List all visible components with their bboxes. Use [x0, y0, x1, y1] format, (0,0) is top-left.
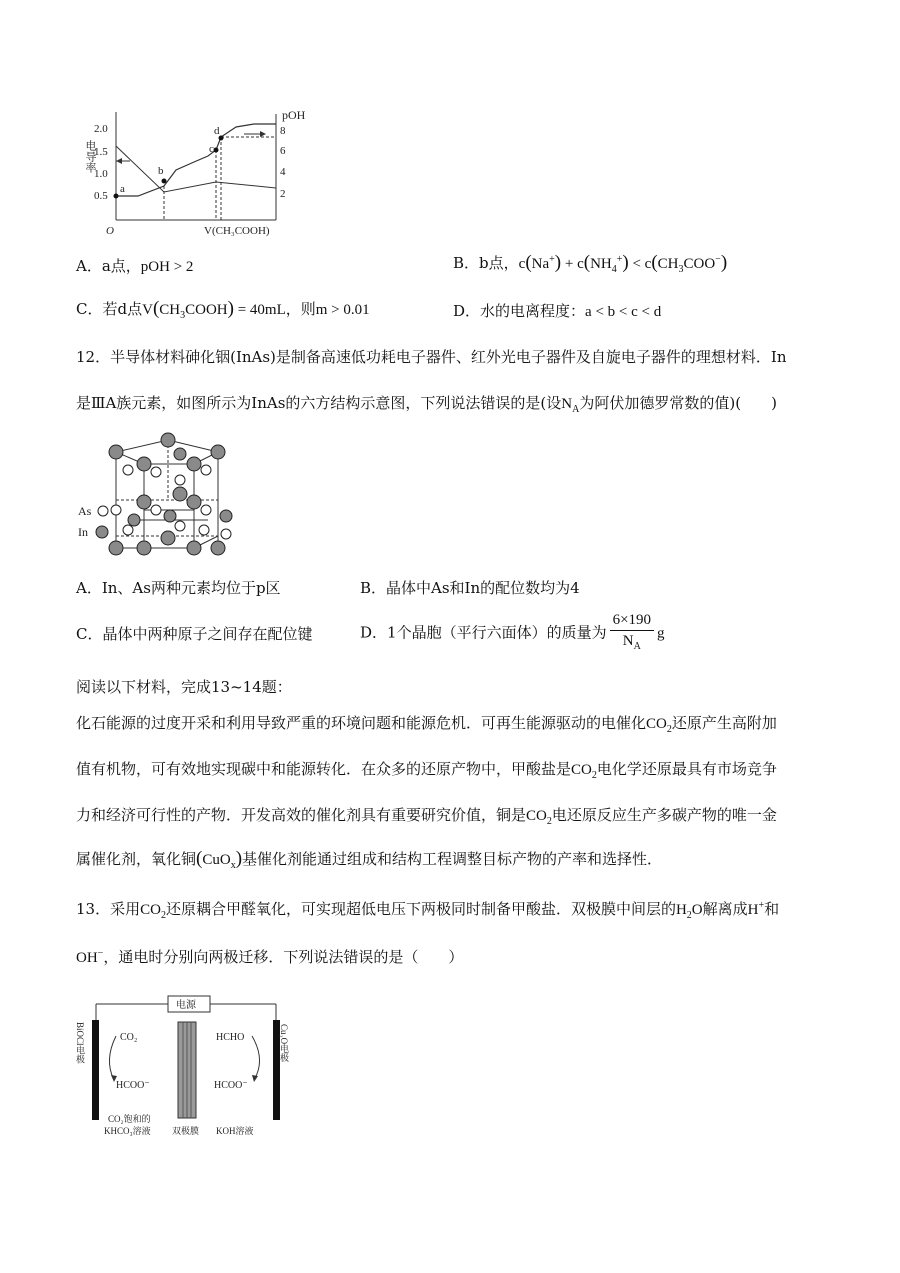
legend-in-label: In — [78, 525, 88, 539]
q11-option-c-prefix: C．若d点 — [76, 300, 143, 318]
point-a: a — [120, 183, 125, 195]
q12-option-d-fraction — [610, 610, 654, 657]
q11-option-d — [453, 300, 661, 321]
q13-line1-c: 解离成 — [702, 900, 748, 918]
inas-crystal-structure — [76, 430, 246, 565]
legend-as-label: As — [78, 504, 92, 518]
q12-option-d-prefix: D．1个晶胞（平行六面体）的质量为 — [360, 623, 607, 642]
reading-intro: 阅读以下材料，完成13~14题： — [76, 678, 292, 696]
reading-line3-b: 电还原反应生产多碳产物的唯一金 — [551, 806, 777, 824]
left-solution-line2: KHCO₃溶液 — [104, 1126, 151, 1136]
reading-line4-b: 基催化剂能通过组成和结构工程调整目标产物的产率和选择性． — [242, 850, 663, 868]
q11-option-a-math: pOH > 2 — [140, 259, 194, 275]
q11-option-a — [76, 255, 193, 276]
left-bottom-species: HCOO⁻ — [116, 1080, 150, 1091]
q12-option-c: C．晶体中两种原子之间存在配位键 — [76, 625, 313, 643]
q12-option-d-unit: g — [657, 625, 665, 642]
h2o-formula: $H_2O$ — [675, 902, 703, 921]
right-top-species: HCHO — [216, 1032, 245, 1043]
q13-stem-line2 — [76, 946, 463, 967]
q12-stem-line1: 12．半导体材料砷化铟(InAs)是制备高速低功耗电子器件、红外光电子器件及自旋电子器件的理想材料．In — [76, 348, 787, 366]
reading-line1-b: 还原产生高附加 — [671, 714, 777, 732]
q13-stem-line1 — [76, 898, 779, 921]
left-solution-line1: CO₂饱和的 — [108, 1114, 151, 1124]
q11-option-c — [76, 298, 370, 321]
q12-stem-line2-a: 是ⅢA族元素，如图所示为InAs的六方结构示意图，下列说法错误的是(设 — [76, 394, 562, 412]
origin-label: O — [106, 225, 114, 237]
cuox-formula: (CuO$_x$) — [196, 848, 243, 871]
membrane-label: 双极膜 — [172, 1126, 200, 1136]
q11-option-c-math: m > 0.01 — [315, 302, 370, 318]
point-b: b — [158, 165, 164, 177]
conductivity-poh-figure — [76, 100, 326, 240]
right-solution-label: KOH溶液 — [216, 1126, 254, 1136]
q12-option-a: A．In、As两种元素均位于p区 — [76, 579, 281, 597]
q12-na-symbol: $N_A$ — [561, 396, 580, 415]
q13-line1-d: 和 — [764, 900, 780, 918]
power-source-label: 电源 — [176, 1000, 196, 1011]
q12-stem-line2 — [76, 392, 777, 415]
q13-line1-b: 还原耦合甲醛氧化，可实现超低电压下两极同时制备甲酸盐．双极膜中间层的 — [165, 900, 676, 918]
co2-formula: $CO_2$ — [571, 762, 597, 781]
left-top-species: CO₂ — [120, 1032, 138, 1043]
reading-line3 — [76, 804, 777, 827]
q11-option-c-volume: $V(CH_3COOH) = 40mL$ — [142, 298, 286, 321]
right-tick-4: 4 — [280, 166, 286, 178]
right-tick-8: 8 — [280, 125, 286, 137]
q12-option-d — [360, 610, 665, 657]
electrolysis-figure — [76, 992, 306, 1142]
left-tick-1.5: 1.5 — [94, 146, 108, 158]
left-tick-1.0: 1.0 — [94, 168, 108, 180]
reading-line2 — [76, 758, 777, 781]
left-tick-0.5: 0.5 — [94, 190, 108, 202]
reading-line3-a: 力和经济可行性的产物．开发高效的催化剂具有重要研究价值，铜是 — [76, 806, 527, 824]
reading-line4-a: 属催化剂，氧化铜 — [76, 850, 197, 868]
co2-formula: $CO_2$ — [140, 902, 166, 921]
point-d: d — [214, 125, 220, 137]
reading-line1-a: 化石能源的过度开采和利用导致严重的环境问题和能源危机．可再生能源驱动的电催化 — [76, 714, 647, 732]
q11-option-b — [453, 252, 727, 275]
reading-line2-b: 电化学还原最具有市场竞争 — [596, 760, 777, 778]
right-bottom-species: HCOO⁻ — [214, 1080, 248, 1091]
q11-option-d-prefix: D．水的电离程度： — [453, 302, 586, 320]
q11-option-d-math: a < b < c < d — [585, 304, 662, 320]
q13-line1-a: 13．采用 — [76, 900, 141, 918]
oh-minus-formula: OH− — [76, 948, 104, 966]
q11-option-a-prefix: A．a点， — [76, 257, 141, 275]
reading-line1 — [76, 712, 777, 735]
electrolysis-cell-diagram — [76, 992, 306, 1142]
point-c: c — [209, 143, 214, 155]
x-axis-label: V(CH₃COOH) — [204, 225, 270, 237]
q13-line2-b: ，通电时分别向两极迁移．下列说法错误的是（ ） — [103, 948, 464, 966]
q12-option-d-denominator: $N_A$ — [622, 633, 641, 652]
right-tick-6: 6 — [280, 145, 286, 157]
left-axis-label: 电导率 — [84, 140, 96, 173]
q11-option-c-mid: ，则 — [285, 300, 316, 318]
h-plus-formula: H+ — [747, 900, 765, 918]
co2-formula: $CO_2$ — [646, 716, 672, 735]
right-tick-2: 2 — [280, 188, 286, 200]
right-axis-label: pOH — [282, 108, 306, 122]
q12-stem-line2-b: 为阿伏加德罗常数的值)( ) — [579, 394, 777, 412]
left-electrode-label: BiOCl电极 — [76, 1022, 85, 1064]
inas-crystal-figure — [76, 430, 246, 565]
q11-option-b-prefix: B．b点， — [453, 254, 519, 272]
reading-line2-a: 值有机物，可有效地实现碳中和能源转化．在众多的还原产物中，甲酸盐是 — [76, 760, 572, 778]
q12-option-b: B．晶体中As和In的配位数均为4 — [360, 579, 580, 597]
right-electrode-label: Cu₂O电极 — [279, 1024, 289, 1063]
conductivity-graph — [76, 100, 326, 240]
q11-option-b-math: $c(Na^+) + c(NH_4^+) < c(CH_3COO^-)$ — [518, 252, 728, 275]
q12-option-d-numerator: 6×190 — [610, 610, 654, 631]
co2-formula: $CO_2$ — [526, 808, 552, 827]
left-tick-2.0: 2.0 — [94, 123, 108, 135]
reading-line4 — [76, 848, 662, 871]
